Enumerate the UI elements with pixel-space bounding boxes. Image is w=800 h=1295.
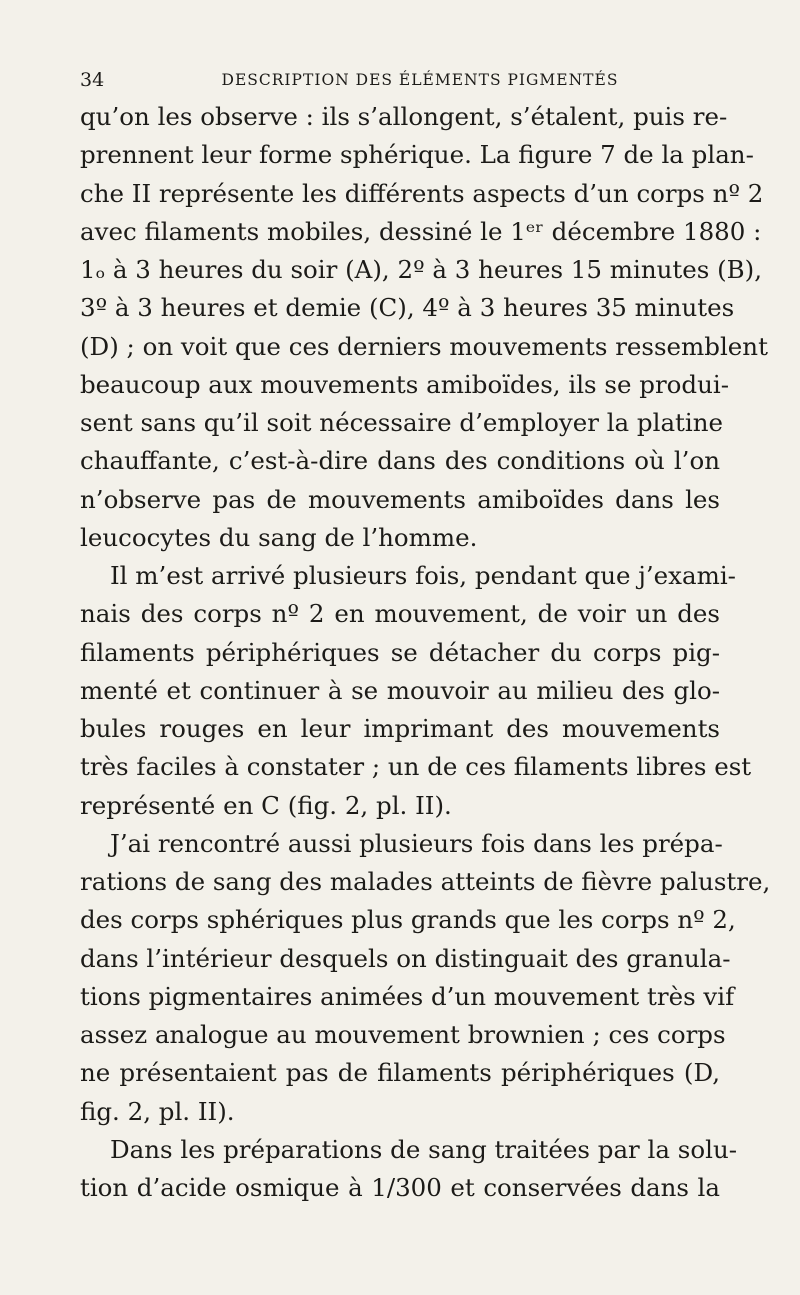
text-line: filaments périphériques se détacher du corps pig- [80,637,720,667]
text-line: fig. 2, pl. II). [80,1096,235,1126]
text-line: prennent leur forme sphérique. La figure 7 de la plan- [80,140,754,170]
paragraph [80,98,768,557]
text-line: 3º à 3 heures et demie (C), 4º à 3 heures 35 minutes [80,293,735,323]
paragraph [80,557,752,825]
running-title: DESCRIPTION DES ÉLÉMENTS PIGMENTÉS [221,71,619,89]
text-line: des corps sphériques plus grands que les corps nº 2, [80,905,736,935]
text-line: ne présentaient pas de filaments périphériques (D, [80,1058,720,1088]
body-text [80,98,771,1207]
text-line: chauffante, c’est-à-dire dans des conditions où l’on [80,446,720,476]
text-line: leucocytes du sang de l’homme. [80,522,478,552]
text-line: assez analogue au mouvement brownien ; ces corps [80,1020,726,1049]
page-number: 34 [80,69,105,91]
text-line: che II représente les différents aspects d’un corps nº 2 [80,178,764,208]
text-line: menté et continuer à se mouvoir au milieu des glo- [80,675,720,705]
text-line: représenté en C (fig. 2, pl. II). [80,790,452,820]
text-line: sent sans qu’il soit nécessaire d’employer la platine [80,408,724,437]
text-line: nais des corps nº 2 en mouvement, de voir un des [80,599,720,629]
text-line: avec filaments mobiles, dessiné le 1ᵉʳ décembre 1880 : [80,216,762,246]
paragraph [80,825,771,1131]
text-line: J’ai rencontré aussi plusieurs fois dans les prépa- [110,828,723,858]
text-line: rations de sang des malades atteints de fièvre palustre, [80,867,771,896]
text-line: Il m’est arrivé plusieurs fois, pendant que j’exami- [110,561,736,590]
text-line: tion d’acide osmique à 1/300 et conservées dans la [80,1173,720,1202]
text-line: Dans les préparations de sang traitées par la solu- [110,1134,737,1164]
text-line: beaucoup aux mouvements amiboïdes, ils se produi- [80,369,729,399]
text-line: (D) ; on voit que ces derniers mouvements ressemblent [80,331,768,361]
text-line: qu’on les observe : ils s’allongent, s’étalent, puis re- [80,102,728,131]
running-head [80,68,720,92]
text-line: n’observe pas de mouvements amiboïdes dans les [80,484,720,514]
text-line: très faciles à constater ; un de ces filaments libres est [80,752,752,782]
paragraph [80,1131,737,1208]
text-line: bules rouges en leur imprimant des mouvements [80,714,720,743]
text-line: dans l’intérieur desquels on distinguait des granula- [80,943,731,973]
text-line: tions pigmentaires animées d’un mouvement très vif [80,981,735,1011]
text-line: 1ₒ à 3 heures du soir (A), 2º à 3 heures 15 minutes (B), [80,255,763,284]
